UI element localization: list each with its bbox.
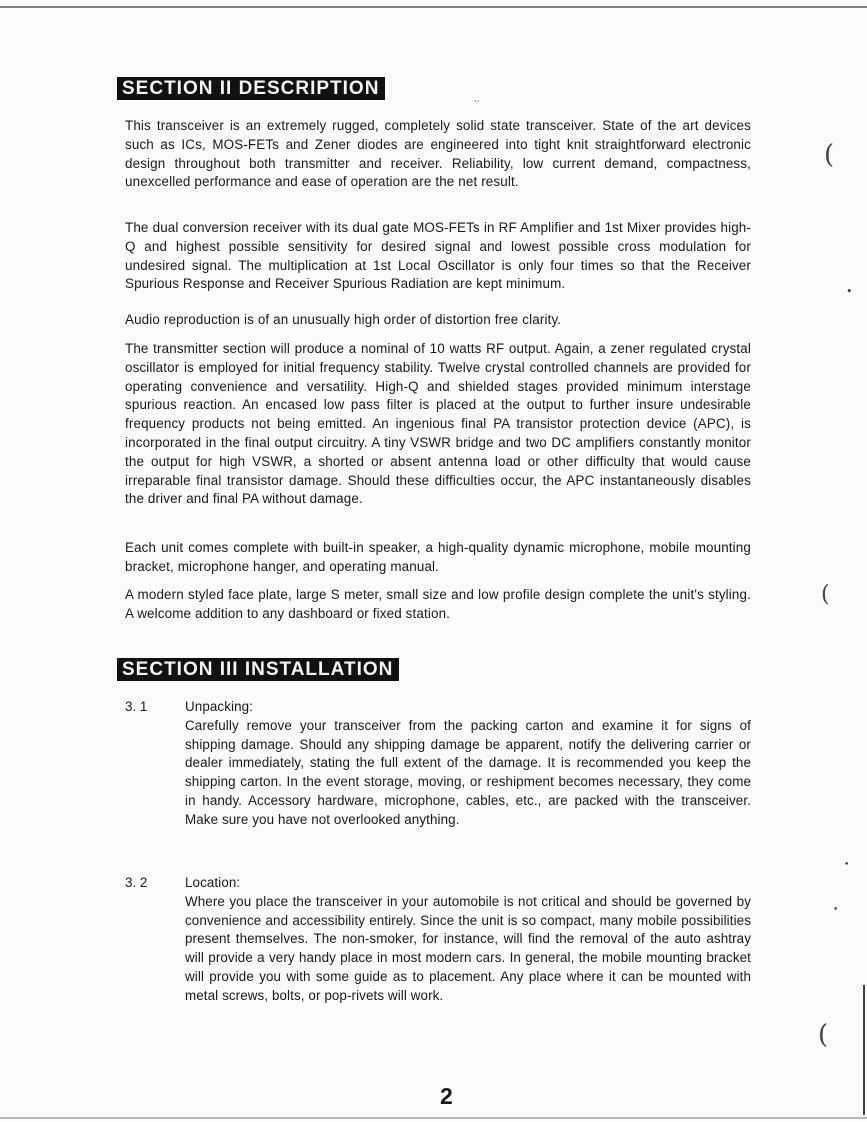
section-2-heading: SECTION II DESCRIPTION bbox=[117, 77, 385, 100]
item-unpacking bbox=[185, 698, 751, 830]
item-title-location: Location: bbox=[185, 875, 241, 890]
item-title-unpacking: Unpacking: bbox=[185, 699, 253, 714]
binding-hole-mark: ( bbox=[821, 582, 830, 607]
scan-speck: • bbox=[833, 905, 839, 915]
description-paragraph-1: This transceiver is an extremely rugged, completely solid state transceiver. State of the art devices such as ICs, MOS-FETs and Zener diodes are engineered into tight knit straightforward electronic design throughout both transmitter and receiver. Reliability, low current demand, compactness, unexcelled performance and ease of operation are the net result. bbox=[125, 118, 751, 190]
description-paragraph-4: The transmitter section will produce a nominal of 10 watts RF output. Again, a zener regulated crystal oscillator is employed for initial frequency stability. Twelve crystal controlled channels are provided for operating convenience and versatility. High-Q and shielded stages provided minimum interstage spurious reaction. An encased low pass filter is placed at the output to further insure undesirable frequency products not being emitted. An ingenious final PA transistor protection device (APC), is incorporated in the final output circuitry. A tiny VSWR bridge and two DC amplifiers constantly monitor the output for high VSWR, a shorted or absent antenna load or other difficulty that would cause irreparable final transistor damage. Should these difficulties occur, the APC instantaneously disables the driver and final PA without damage. bbox=[125, 341, 751, 507]
description-paragraph-3: Audio reproduction is of an unusually high order of distortion free clarity. bbox=[125, 312, 562, 327]
description-paragraph-2: The dual conversion receiver with its dual gate MOS-FETs in RF Amplifier and 1st Mixer provides high-Q and highest possible sensitivity for desired signal and lowest possible cross modulation for undesired signal. The multiplication at 1st Local Oscillator is only four times so that the Receiver Spurious Response and Receiver Spurious Radiation are kept minimum. bbox=[125, 220, 751, 292]
item-text-location: Where you place the transceiver in your automobile is not critical and should be governed by convenience and accessibility entirely. Since the unit is so compact, many mobile possibilities present themselves. The non-smoker, for instance, will find the removal of the auto ashtray will provide a very handy place in most modern cars. In general, the mobile mounting bracket will provide you with some guide as to placement. Any place where it can be mounted with metal screws, bolts, or pop-rivets will work. bbox=[185, 893, 751, 1003]
binding-hole-mark: ( bbox=[824, 140, 835, 170]
item-text-unpacking: Carefully remove your transceiver from the packing carton and examine it for signs of shipping damage. Should any shipping damage be apparent, notify the delivering carrier or dealer immediately, stating the full extent of the damage. It is recommended you keep the shipping carton. In the event storage, moving, or reshipment becomes necessary, they come in handy. Accessory hardware, microphone, cables, etc., are packed with the transceiver. Make sure you have not overlooked anything. bbox=[185, 717, 751, 827]
description-paragraph-6: A modern styled face plate, large S meter, small size and low profile design complete the unit's styling. A welcome addition to any dashboard or fixed station. bbox=[125, 587, 751, 621]
description-paragraph-5: Each unit comes complete with built-in speaker, a high-quality dynamic microphone, mobile mounting bracket, microphone hanger, and operating manual. bbox=[125, 540, 751, 574]
binding-hole-mark: ( bbox=[818, 1020, 829, 1050]
scan-top-edge-line bbox=[0, 6, 867, 8]
item-number-unpacking: 3. 1 bbox=[125, 699, 148, 714]
item-number-location: 3. 2 bbox=[125, 875, 148, 890]
scan-speck: • bbox=[846, 285, 853, 298]
scan-right-edge-line bbox=[863, 985, 865, 1115]
scan-bottom-edge-line bbox=[0, 1117, 867, 1119]
page-number: 2 bbox=[440, 1083, 453, 1109]
scan-speck: ·· bbox=[474, 97, 480, 107]
item-location bbox=[185, 874, 751, 1006]
scan-speck: • bbox=[844, 860, 850, 870]
section-3-heading: SECTION III INSTALLATION bbox=[117, 658, 399, 681]
